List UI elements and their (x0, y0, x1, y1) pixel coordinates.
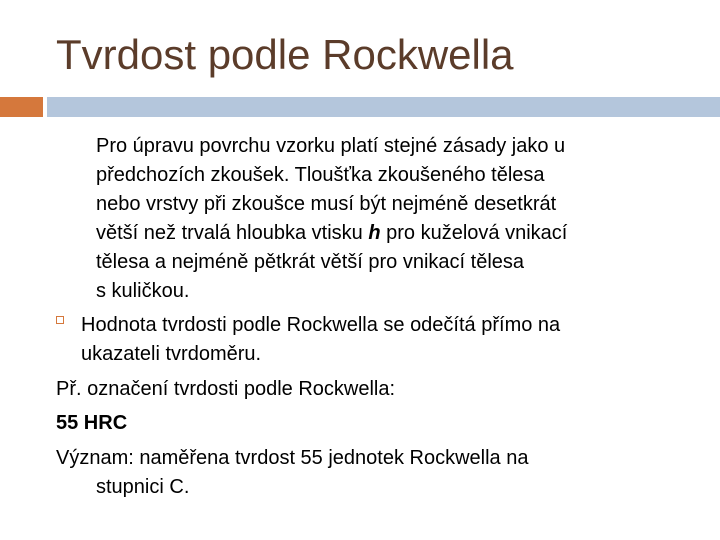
example-label: Př. označení tvrdosti podle Rockwella: (56, 378, 396, 400)
meaning-line: Význam: naměřena tvrdost 55 jednotek Rockwella na (56, 447, 529, 469)
paragraph-line: tělesa a nejméně pětkrát větší pro vnikací tělesa (96, 251, 525, 273)
accent-bar-orange (0, 97, 43, 117)
bullet-line: ukazateli tvrdoměru. (81, 343, 262, 365)
paragraph-text: pro kuželová vnikací (380, 222, 568, 244)
depth-symbol: h (368, 222, 381, 244)
accent-bar-blue (47, 97, 720, 117)
example-value: 55 HRC (56, 412, 128, 434)
meaning-line: stupnici C. (96, 476, 190, 498)
bullet-line: Hodnota tvrdosti podle Rockwella se odečítá přímo na (81, 314, 561, 336)
paragraph-line: s kuličkou. (96, 280, 190, 302)
slide-title: Tvrdost podle Rockwella (56, 31, 514, 78)
paragraph-line: Pro úpravu povrchu vzorku platí stejné zásady jako u (96, 135, 566, 157)
paragraph-text: větší než trvalá hloubka vtisku (96, 222, 369, 244)
paragraph-line (96, 221, 567, 245)
paragraph-line: předchozích zkoušek. Tloušťka zkoušeného tělesa (96, 164, 545, 186)
hollow-square-bullet-icon (56, 316, 64, 324)
paragraph-line: nebo vrstvy při zkoušce musí být nejméně desetkrát (96, 193, 557, 215)
